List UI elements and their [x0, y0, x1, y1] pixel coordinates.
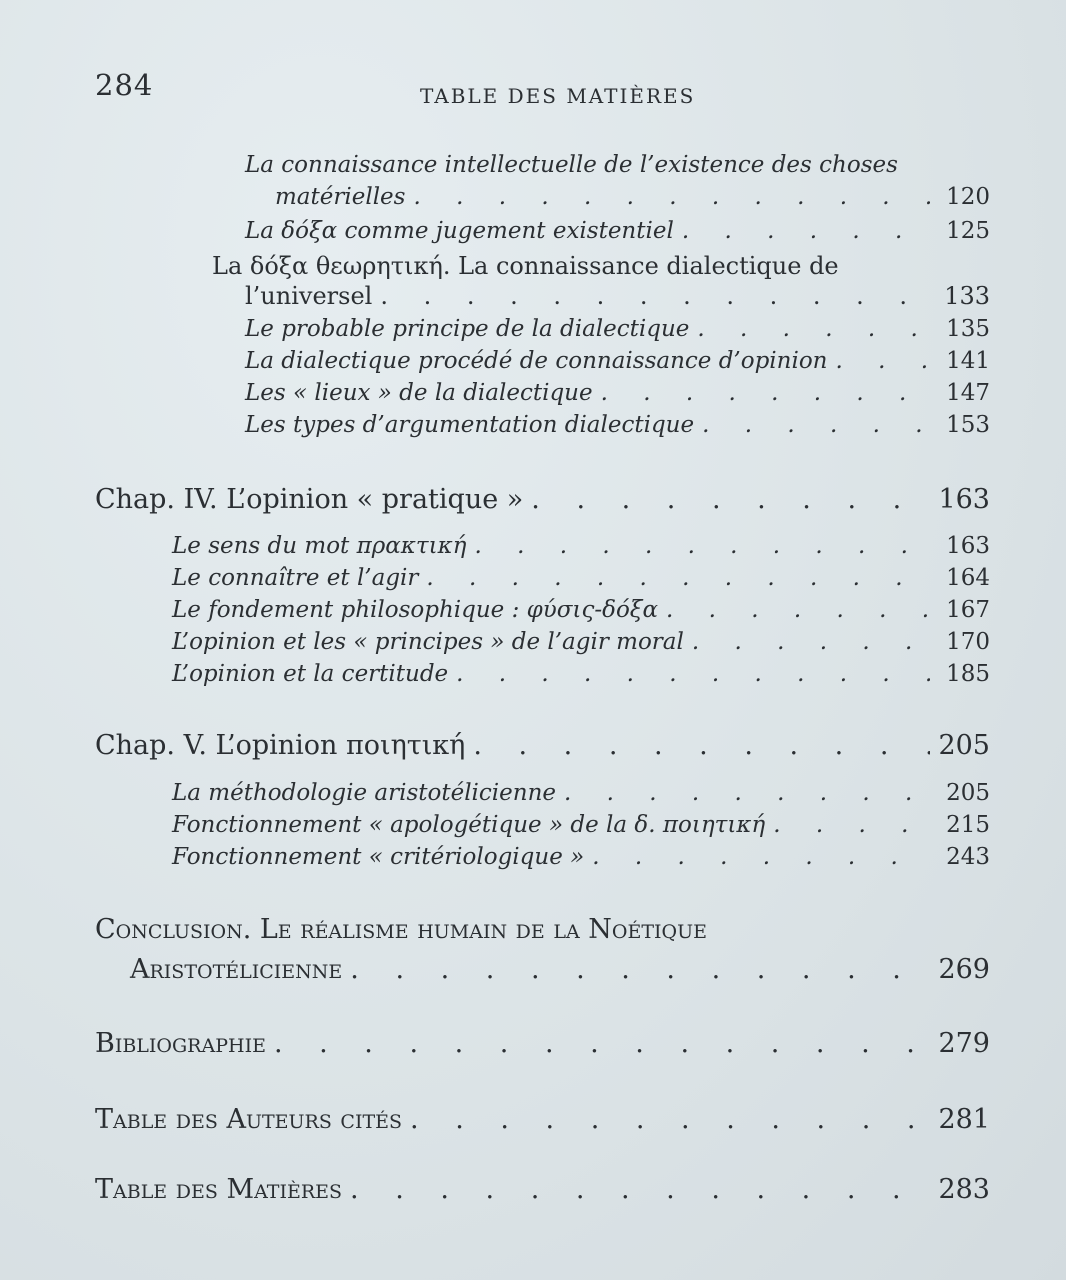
leader-dots: [592, 844, 930, 870]
leader-dots: [666, 597, 930, 623]
toc-page-number: 205: [938, 730, 990, 761]
toc-page-number: 281: [938, 1104, 990, 1135]
toc-chapter-title: Conclusion. Le réalisme humain de la Noétique: [95, 914, 707, 945]
leader-dots: [682, 218, 930, 244]
toc-entry-text: L’opinion et la certitude: [172, 661, 449, 687]
toc-entry-continuation: [245, 282, 990, 310]
leader-dots: [350, 1174, 930, 1205]
leader-dots: [836, 348, 931, 374]
toc-entry: [172, 780, 990, 806]
toc-entry-text: Les types d’argumentation dialectique: [245, 412, 695, 438]
toc-page-number: 283: [938, 1174, 990, 1205]
toc-page-number: 133: [944, 282, 990, 310]
toc-entry-text: Fonctionnement « critériologique »: [172, 844, 585, 870]
toc-entry-text: l’universel: [245, 282, 373, 310]
toc-entry-text: La dialectique procédé de connaissance d’opinion: [245, 348, 828, 374]
toc-entry: [245, 316, 990, 342]
toc-page-number: 205: [946, 780, 990, 806]
leader-dots: [380, 282, 930, 310]
toc-entry: [245, 218, 990, 244]
toc-chapter-title: Table des Auteurs cités: [95, 1104, 403, 1135]
toc-authors-index: [95, 1104, 990, 1135]
toc-page-number: 164: [946, 565, 990, 591]
toc-entry-text: La méthodologie aristotélicienne: [172, 780, 557, 806]
leader-dots: [601, 380, 930, 406]
toc-section: [212, 252, 912, 280]
toc-entry-text: Les « lieux » de la dialectique: [245, 380, 593, 406]
toc-chapter: [95, 730, 990, 761]
toc-entry: [172, 629, 990, 655]
toc-page-number: 135: [946, 316, 990, 342]
leader-dots: [564, 780, 930, 806]
toc-bibliography: [95, 1028, 990, 1059]
leader-dots: [473, 730, 930, 761]
toc-page-number: 279: [938, 1028, 990, 1059]
toc-page-number: 170: [946, 629, 990, 655]
toc-entry-text: matérielles: [275, 184, 406, 210]
toc-entry: [172, 844, 990, 870]
toc-page-number: 125: [946, 218, 990, 244]
toc-entry: [245, 152, 925, 178]
leader-dots: [474, 533, 930, 559]
toc-entry-text: Fonctionnement « apologétique » de la δ. ποιητική: [172, 812, 766, 838]
toc-page-number: 153: [946, 412, 990, 438]
toc-entry: [172, 812, 990, 838]
toc-entry-text: Le probable principe de la dialectique: [245, 316, 690, 342]
leader-dots: [456, 661, 930, 687]
leader-dots: [274, 1028, 930, 1059]
toc-contents: [95, 1174, 990, 1205]
toc-page-number: 163: [938, 484, 990, 515]
toc-entry-text: Le fondement philosophique : φύσις-δόξα: [172, 597, 658, 623]
toc-entry: [172, 565, 990, 591]
toc-chapter-title: Chap. V. L’opinion ποιητική: [95, 730, 466, 761]
toc-page-number: 163: [946, 533, 990, 559]
toc-page-number: 215: [946, 812, 990, 838]
toc-entry-text: La δόξα comme jugement existentiel: [245, 218, 674, 244]
toc-entry-text: La connaissance intellectuelle de l’existence des choses: [245, 152, 898, 178]
toc-entry-text: Le connaître et l’agir: [172, 565, 419, 591]
toc-entry-text: Le sens du mot πρακτική: [172, 533, 467, 559]
toc-entry: [172, 661, 990, 687]
toc-entry-text: L’opinion et les « principes » de l’agir moral: [172, 629, 684, 655]
leader-dots: [531, 484, 930, 515]
toc-entry-text: La δόξα θεωρητική. La connaissance dialectique de: [212, 252, 839, 280]
toc-page-number: 147: [946, 380, 990, 406]
leader-dots: [426, 565, 930, 591]
page-number: 284: [95, 68, 154, 102]
toc-entry: [245, 412, 990, 438]
leader-dots: [692, 629, 930, 655]
toc-entry: [245, 348, 990, 374]
toc-page-number: 141: [946, 348, 990, 374]
toc-entry-continuation: [275, 184, 990, 210]
leader-dots: [413, 184, 930, 210]
toc-entry: [172, 597, 990, 623]
toc-page-number: 185: [946, 661, 990, 687]
toc-entry: [172, 533, 990, 559]
leader-dots: [773, 812, 930, 838]
toc-page-number: 120: [946, 184, 990, 210]
toc-chapter-title: Aristotélicienne: [130, 954, 343, 985]
leader-dots: [410, 1104, 930, 1135]
leader-dots: [697, 316, 930, 342]
toc-page-number: 243: [946, 844, 990, 870]
toc-chapter: [95, 484, 990, 515]
toc-chapter-title: Bibliographie: [95, 1028, 266, 1059]
running-head: TABLE DES MATIÈRES: [420, 84, 696, 108]
toc-chapter-title: Table des Matières: [95, 1174, 343, 1205]
toc-conclusion: [95, 914, 925, 945]
toc-entry: [245, 380, 990, 406]
toc-page-number: 167: [946, 597, 990, 623]
toc-entry-continuation: [130, 954, 990, 985]
toc-chapter-title: Chap. IV. L’opinion « pratique »: [95, 484, 524, 515]
leader-dots: [350, 954, 930, 985]
leader-dots: [702, 412, 930, 438]
toc-page-number: 269: [938, 954, 990, 985]
